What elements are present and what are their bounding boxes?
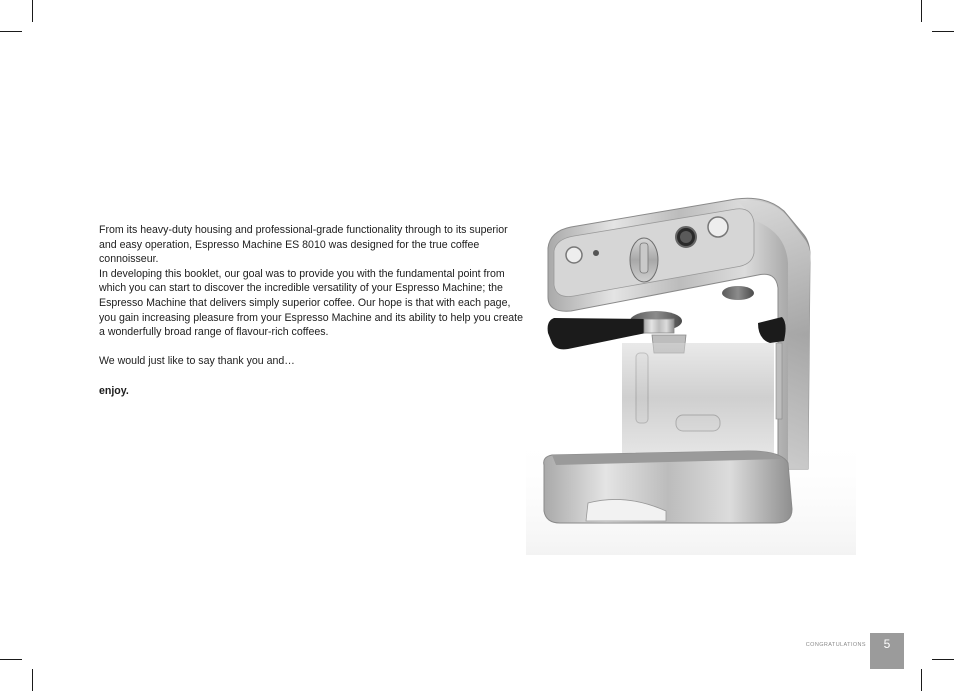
page-number: 5 <box>883 637 891 651</box>
thank-you-line: We would just like to say thank you and… <box>99 355 295 368</box>
intro-paragraph-1: From its heavy-duty housing and professional-grade functionality through to its superior and easy operation, Espresso Machine ES 8010 was designed for the true coffee connoisseur. <box>99 224 508 266</box>
crop-mark-bottom-left-h <box>0 659 22 660</box>
enjoy-line: enjoy. <box>99 384 129 397</box>
crop-mark-top-left-h <box>0 31 22 32</box>
page-number-box <box>870 633 904 669</box>
espresso-machine-photo <box>526 193 856 555</box>
intro-text <box>99 223 524 398</box>
crop-mark-top-right-v <box>921 0 922 22</box>
intro-paragraph-2: In developing this booklet, our goal was to provide you with the fundamental point from which you can start to discover the incredible versatility of your Espresso Machine; the Espresso Machine that delivers simply superior coffee. Our hope is that with each page, you gain increasing pleasure from your Espresso Machine and its ability to help you create a wonderfully broad range of flavour-rich coffees. <box>99 267 523 339</box>
crop-mark-bottom-left-v <box>32 669 33 691</box>
crop-mark-top-left-v <box>32 0 33 22</box>
crop-mark-bottom-right-v <box>921 669 922 691</box>
crop-mark-top-right-h <box>932 31 954 32</box>
section-label: CONGRATULATIONS <box>805 642 866 648</box>
crop-mark-bottom-right-h <box>932 659 954 660</box>
